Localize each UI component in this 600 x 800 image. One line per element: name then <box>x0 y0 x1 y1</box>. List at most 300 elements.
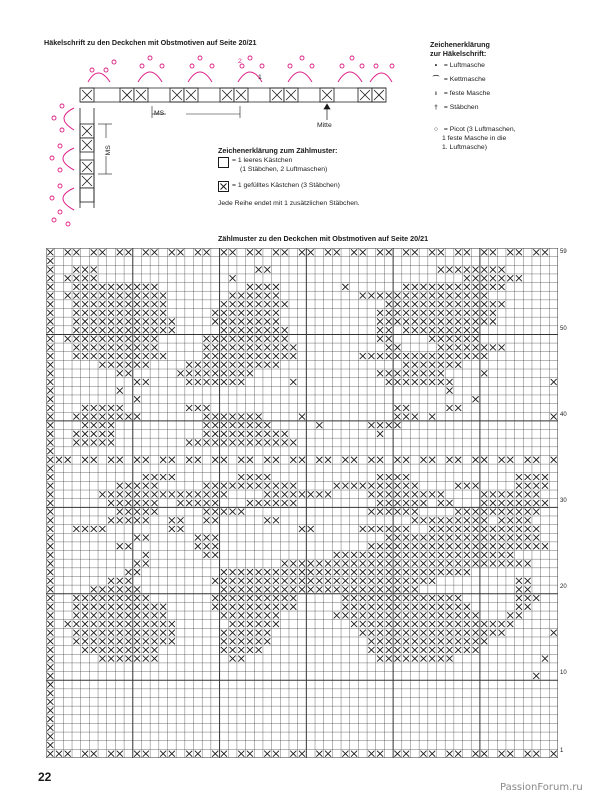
filled-cell <box>499 543 505 549</box>
filled-cell <box>438 656 444 662</box>
filled-cell <box>212 336 218 342</box>
filled-cell <box>247 439 253 445</box>
filled-cell <box>412 379 418 385</box>
filled-cell <box>238 414 244 420</box>
filled-cell <box>56 457 62 463</box>
filled-cell <box>230 647 236 653</box>
filled-cell <box>221 751 227 757</box>
filled-cell <box>290 353 296 359</box>
filled-cell <box>429 621 435 627</box>
filled-cell <box>429 327 435 333</box>
filled-cell <box>134 396 140 402</box>
filled-cell <box>377 604 383 610</box>
filled-cell <box>230 509 236 515</box>
filled-cell <box>455 595 461 601</box>
filled-cell <box>499 284 505 290</box>
filled-cell <box>386 474 392 480</box>
filled-cell <box>91 336 97 342</box>
filled-cell <box>99 353 105 359</box>
filled-cell <box>394 595 400 601</box>
filled-cell <box>125 595 131 601</box>
filled-cell <box>91 595 97 601</box>
filled-cell <box>264 751 270 757</box>
filled-cell <box>334 560 340 566</box>
filled-cell <box>99 362 105 368</box>
filled-cell <box>394 457 400 463</box>
filled-cell <box>125 362 131 368</box>
filled-cell <box>473 552 479 558</box>
filled-cell <box>160 301 166 307</box>
filled-cell <box>499 630 505 636</box>
row-number-40: 40 <box>560 412 567 418</box>
filled-cell <box>403 500 409 506</box>
filled-cell <box>542 500 548 506</box>
filled-cell <box>108 630 114 636</box>
filled-cell <box>455 526 461 532</box>
filled-cell <box>481 543 487 549</box>
filled-cell <box>256 474 262 480</box>
filled-cell <box>334 249 340 255</box>
filled-cell <box>143 552 149 558</box>
filled-cell <box>464 630 470 636</box>
filled-cell <box>394 474 400 480</box>
filled-cell <box>386 310 392 316</box>
filled-cell <box>221 370 227 376</box>
filled-cell <box>420 517 426 523</box>
filled-cell <box>273 595 279 601</box>
filled-cell <box>464 284 470 290</box>
filled-cell <box>290 344 296 350</box>
filled-cell <box>212 344 218 350</box>
filled-cell <box>204 439 210 445</box>
filled-cell <box>108 422 114 428</box>
filled-cell <box>238 431 244 437</box>
filled-cell <box>360 630 366 636</box>
filled-cell <box>299 414 305 420</box>
filled-cell <box>230 301 236 307</box>
filled-cell <box>91 301 97 307</box>
filled-cell <box>160 621 166 627</box>
filled-cell <box>117 353 123 359</box>
filled-cell <box>360 483 366 489</box>
filled-cell <box>108 336 114 342</box>
filled-cell <box>47 509 53 515</box>
filled-cell <box>238 569 244 575</box>
filled-cell <box>47 751 53 757</box>
filled-cell <box>108 327 114 333</box>
filled-cell <box>238 336 244 342</box>
filled-cell <box>542 474 548 480</box>
filled-cell <box>99 491 105 497</box>
filled-cell <box>143 310 149 316</box>
filled-cell <box>394 344 400 350</box>
filled-cell <box>429 310 435 316</box>
filled-cell <box>273 318 279 324</box>
filled-cell <box>342 578 348 584</box>
filled-cell <box>204 405 210 411</box>
filled-cell <box>429 543 435 549</box>
filled-cell <box>360 569 366 575</box>
filled-cell <box>377 483 383 489</box>
filled-cell <box>212 422 218 428</box>
filled-cell <box>403 630 409 636</box>
filled-cell <box>47 448 53 454</box>
filled-cell <box>394 370 400 376</box>
filled-cell <box>177 500 183 506</box>
filled-cell <box>455 509 461 515</box>
filled-cell <box>386 535 392 541</box>
filled-cell <box>368 604 374 610</box>
filled-cell <box>151 336 157 342</box>
filled-cell <box>238 647 244 653</box>
filled-cell <box>394 491 400 497</box>
filled-cell <box>221 249 227 255</box>
filled-cell <box>490 491 496 497</box>
filled-cell <box>342 604 348 610</box>
filled-cell <box>221 586 227 592</box>
filled-cell <box>143 638 149 644</box>
filled-cell <box>420 543 426 549</box>
filled-cell <box>438 301 444 307</box>
filled-cell <box>47 465 53 471</box>
filled-cell <box>368 569 374 575</box>
filled-cell <box>282 344 288 350</box>
filled-cell <box>264 604 270 610</box>
filled-cell <box>247 751 253 757</box>
filled-cell <box>108 405 114 411</box>
filled-cell <box>438 491 444 497</box>
filled-cell <box>394 578 400 584</box>
filled-cell <box>403 491 409 497</box>
filled-cell <box>82 751 88 757</box>
filled-cell <box>91 267 97 273</box>
filled-cell <box>125 612 131 618</box>
filled-cell <box>368 560 374 566</box>
filled-cell <box>420 552 426 558</box>
filled-cell <box>360 612 366 618</box>
filled-cell <box>151 344 157 350</box>
filled-cell <box>143 336 149 342</box>
filled-cell <box>325 249 331 255</box>
filled-cell <box>125 586 131 592</box>
filled-cell <box>316 560 322 566</box>
filled-cell <box>481 353 487 359</box>
filled-cell <box>125 370 131 376</box>
filled-cell <box>125 604 131 610</box>
filled-cell <box>73 327 79 333</box>
filled-cell <box>91 457 97 463</box>
filled-cell <box>99 405 105 411</box>
filled-cell <box>420 327 426 333</box>
filled-cell <box>455 457 461 463</box>
filled-cell <box>438 638 444 644</box>
filled-cell <box>273 327 279 333</box>
filled-cell <box>73 284 79 290</box>
filled-cell <box>47 258 53 264</box>
filled-cell <box>221 310 227 316</box>
filled-cell <box>65 457 71 463</box>
filled-cell <box>151 318 157 324</box>
filled-cell <box>403 586 409 592</box>
filled-cell <box>446 310 452 316</box>
filled-cell <box>247 336 253 342</box>
filled-cell <box>273 491 279 497</box>
filled-cell <box>151 604 157 610</box>
filled-cell <box>73 431 79 437</box>
filled-cell <box>247 284 253 290</box>
filled-cell <box>47 742 53 748</box>
filled-cell <box>177 249 183 255</box>
filled-cell <box>73 612 79 618</box>
filled-cell <box>143 301 149 307</box>
filled-cell <box>525 526 531 532</box>
filled-cell <box>516 560 522 566</box>
filled-cell <box>282 483 288 489</box>
filled-cell <box>212 552 218 558</box>
filled-cell <box>386 491 392 497</box>
filled-cell <box>412 284 418 290</box>
filled-cell <box>455 344 461 350</box>
filled-cell <box>464 638 470 644</box>
filled-cell <box>342 595 348 601</box>
filled-cell <box>47 362 53 368</box>
filled-cell <box>47 500 53 506</box>
filled-cell <box>247 353 253 359</box>
filled-cell <box>108 517 114 523</box>
filled-cell <box>412 293 418 299</box>
filled-cell <box>247 621 253 627</box>
filled-cell <box>481 318 487 324</box>
filled-cell <box>238 318 244 324</box>
filled-cell <box>47 353 53 359</box>
filled-cell <box>256 578 262 584</box>
filled-cell <box>256 500 262 506</box>
filled-cell <box>238 379 244 385</box>
ms-label-vertical: MS <box>104 145 112 156</box>
filled-cell <box>117 249 123 255</box>
filled-cell <box>420 293 426 299</box>
filled-cell <box>134 621 140 627</box>
filled-cell <box>221 630 227 636</box>
filled-cell <box>446 388 452 394</box>
filled-cell <box>446 621 452 627</box>
filled-cell <box>360 249 366 255</box>
filled-cell <box>134 327 140 333</box>
filled-cell <box>455 318 461 324</box>
filled-cell <box>455 517 461 523</box>
filled-cell <box>473 318 479 324</box>
filled-cell <box>134 284 140 290</box>
filled-cell <box>464 517 470 523</box>
filled-cell <box>47 474 53 480</box>
filled-cell <box>238 578 244 584</box>
filled-cell <box>73 439 79 445</box>
filled-cell <box>73 336 79 342</box>
filled-cell <box>264 621 270 627</box>
filled-cell <box>351 560 357 566</box>
filled-cell <box>134 318 140 324</box>
filled-cell <box>360 526 366 532</box>
filled-cell <box>368 751 374 757</box>
filled-cell <box>134 293 140 299</box>
filled-cell <box>446 379 452 385</box>
filled-cell <box>134 517 140 523</box>
filled-cell <box>394 647 400 653</box>
filled-cell <box>533 249 539 255</box>
filled-cell <box>412 483 418 489</box>
filled-cell <box>256 647 262 653</box>
filled-cell <box>525 604 531 610</box>
filled-cell <box>273 517 279 523</box>
filled-cell <box>47 301 53 307</box>
filled-cell <box>429 249 435 255</box>
filled-cell <box>264 310 270 316</box>
filled-cell <box>455 301 461 307</box>
filled-cell <box>151 612 157 618</box>
filled-cell <box>394 560 400 566</box>
filled-cell <box>125 353 131 359</box>
filled-cell <box>394 543 400 549</box>
filled-cell <box>73 621 79 627</box>
filled-cell <box>47 439 53 445</box>
filled-cell <box>143 517 149 523</box>
filled-cell <box>65 621 71 627</box>
filled-cell <box>368 457 374 463</box>
filled-cell <box>455 535 461 541</box>
filled-cell <box>403 638 409 644</box>
filled-cell <box>290 439 296 445</box>
row-number-10: 10 <box>560 670 567 676</box>
filled-cell <box>394 379 400 385</box>
filled-cell <box>420 457 426 463</box>
filled-cell <box>377 656 383 662</box>
filled-cell <box>308 569 314 575</box>
filled-cell <box>507 517 513 523</box>
filled-cell <box>412 543 418 549</box>
filled-cell <box>490 509 496 515</box>
filled-cell <box>507 543 513 549</box>
filled-cell <box>99 422 105 428</box>
filled-cell <box>238 310 244 316</box>
filled-cell <box>481 267 487 273</box>
filled-cell <box>412 301 418 307</box>
filled-cell <box>429 301 435 307</box>
filled-cell <box>186 500 192 506</box>
filled-cell <box>499 344 505 350</box>
filled-cell <box>99 310 105 316</box>
filled-cell <box>308 586 314 592</box>
filled-cell <box>533 509 539 515</box>
filled-cell <box>429 751 435 757</box>
filled-cell <box>455 543 461 549</box>
filled-cell <box>256 621 262 627</box>
filled-cell <box>169 249 175 255</box>
filled-cell <box>429 569 435 575</box>
filled-cell <box>455 267 461 273</box>
filled-cell <box>117 344 123 350</box>
filled-cell <box>230 293 236 299</box>
filled-cell <box>273 293 279 299</box>
filled-cell <box>438 569 444 575</box>
filled-cell <box>47 405 53 411</box>
filled-cell <box>525 595 531 601</box>
filled-cell <box>273 301 279 307</box>
filled-cell <box>377 612 383 618</box>
filled-cell <box>125 621 131 627</box>
count-legend-title: Zeichenerklärung zum Zählmuster: <box>218 146 338 155</box>
filled-cell <box>429 353 435 359</box>
filled-cell <box>169 457 175 463</box>
filled-cell <box>117 612 123 618</box>
filled-cell <box>91 621 97 627</box>
mitte-label: Mitte <box>317 122 332 129</box>
filled-cell <box>420 491 426 497</box>
filled-cell <box>429 638 435 644</box>
filled-cell <box>351 586 357 592</box>
filled-cell <box>230 327 236 333</box>
filled-cell <box>438 517 444 523</box>
filled-cell <box>99 439 105 445</box>
filled-cell <box>82 318 88 324</box>
filled-cell <box>143 483 149 489</box>
filled-cell <box>91 630 97 636</box>
filled-cell <box>368 552 374 558</box>
filled-cell <box>446 604 452 610</box>
filled-cell <box>143 509 149 515</box>
filled-cell <box>429 560 435 566</box>
filled-cell <box>412 560 418 566</box>
filled-cell <box>499 526 505 532</box>
filled-cell <box>204 509 210 515</box>
filled-cell <box>117 630 123 636</box>
filled-cell <box>230 318 236 324</box>
filled-cell <box>99 656 105 662</box>
filled-cell <box>264 344 270 350</box>
filled-cell <box>464 267 470 273</box>
filled-cell <box>82 604 88 610</box>
filled-cell <box>403 535 409 541</box>
filled-cell <box>473 457 479 463</box>
filled-cell <box>412 509 418 515</box>
filled-cell <box>386 483 392 489</box>
filled-cell <box>533 535 539 541</box>
filled-cell <box>299 586 305 592</box>
filled-cell <box>169 751 175 757</box>
filled-cell <box>82 414 88 420</box>
filled-cell <box>73 293 79 299</box>
filled-cell <box>169 318 175 324</box>
slip-stitch-icon: ⌒ <box>432 76 440 83</box>
filled-cell <box>525 509 531 515</box>
filled-cell <box>368 483 374 489</box>
filled-cell <box>403 552 409 558</box>
filled-cell <box>412 630 418 636</box>
filled-cell <box>464 353 470 359</box>
filled-cell <box>264 362 270 368</box>
filled-cell <box>264 318 270 324</box>
filled-cell <box>481 301 487 307</box>
filled-cell <box>412 621 418 627</box>
filled-cell <box>525 560 531 566</box>
filled-cell <box>282 604 288 610</box>
filled-cell <box>455 569 461 575</box>
filled-cell <box>160 751 166 757</box>
filled-cell <box>299 457 305 463</box>
filled-cell <box>429 293 435 299</box>
filled-cell <box>47 370 53 376</box>
filled-cell <box>238 422 244 428</box>
filled-cell <box>273 751 279 757</box>
